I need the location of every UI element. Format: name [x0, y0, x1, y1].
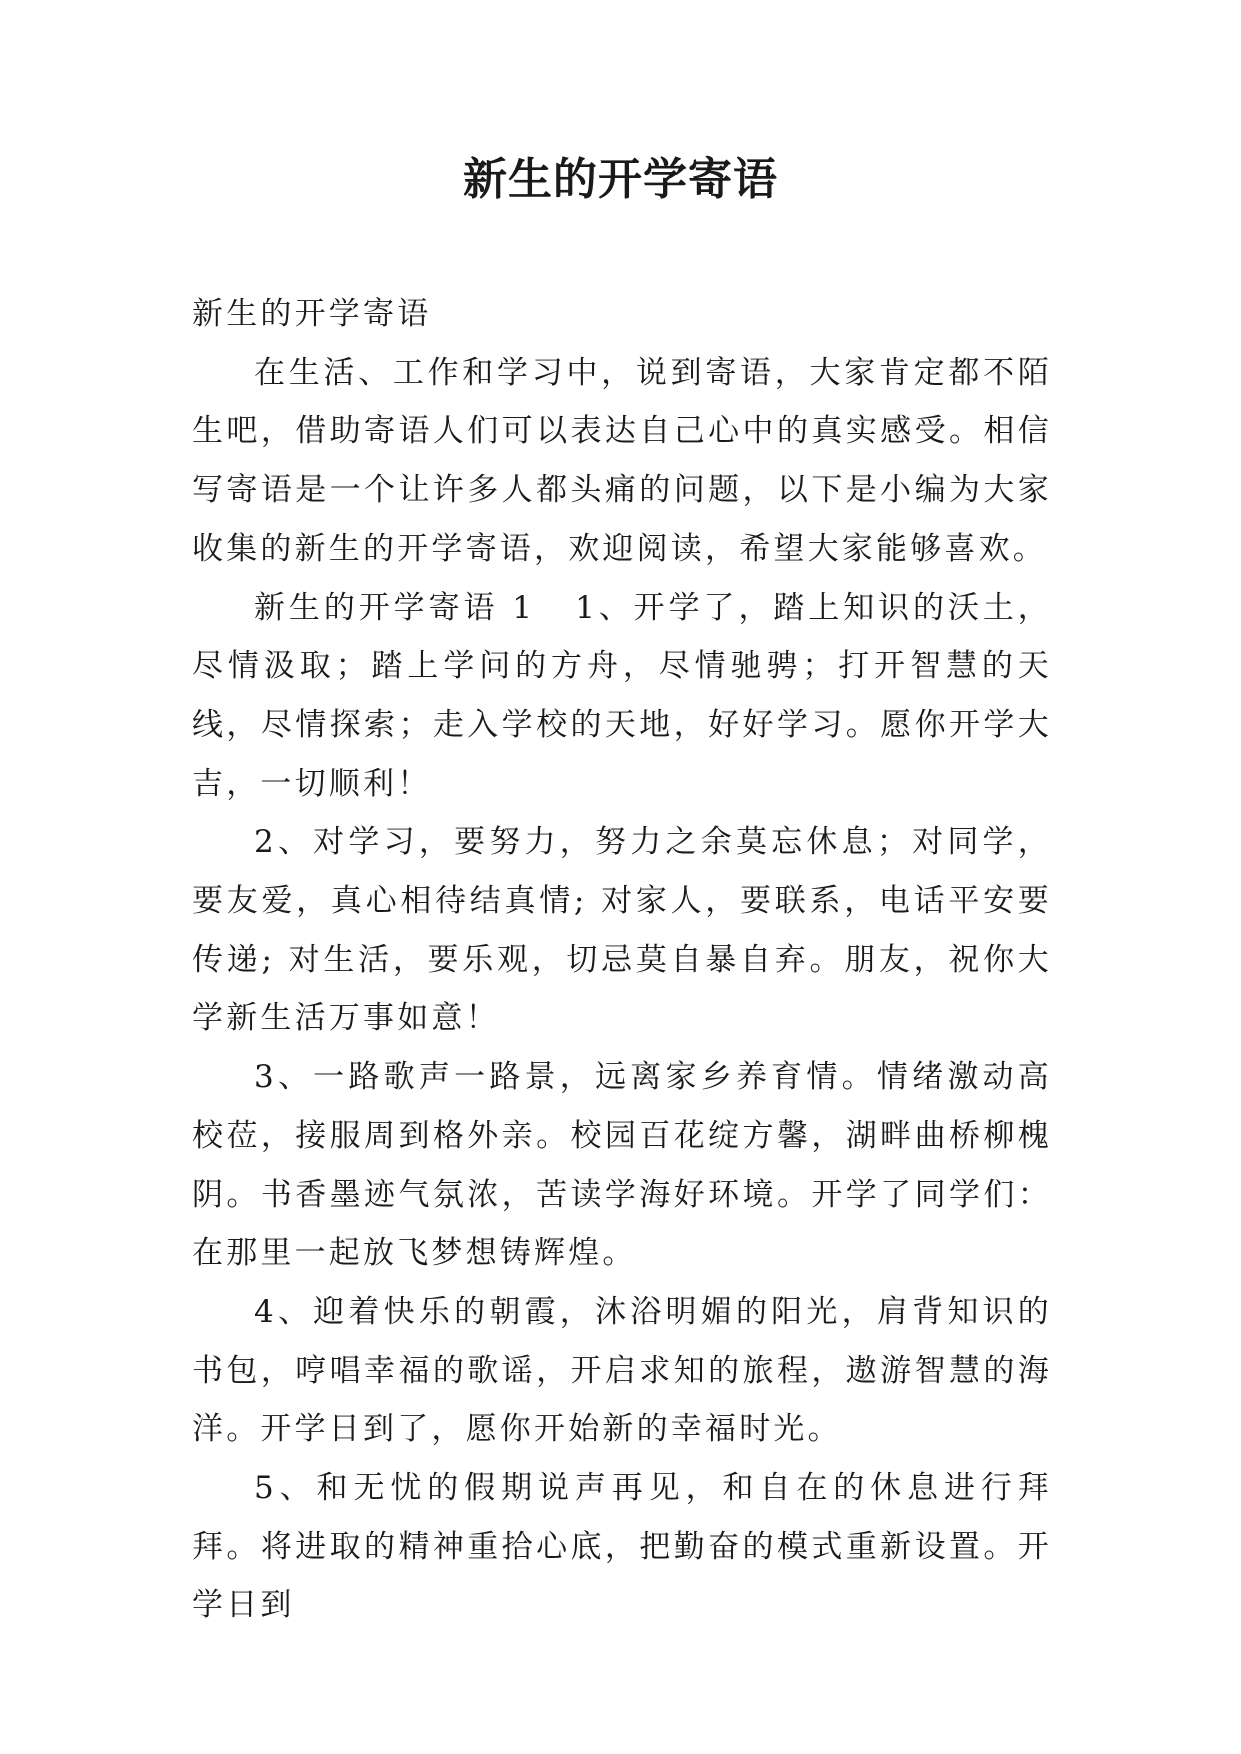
document-subtitle: 新生的开学寄语 [192, 296, 432, 332]
intro-paragraph: 在生活、工作和学习中，说到寄语，大家肯定都不陌生吧，借助寄语人们可以表达自己心中的真实感受。相信写寄语是一个让许多人都头痛的问题，以下是小编为大家收集的新生的开学寄语，欢迎阅读，希望大家能够喜欢。 [192, 354, 1052, 567]
item-paragraph-3: 3、一路歌声一路景，远离家乡养育情。情绪激动高校莅，接服周到格外亲。校园百花绽方馨，湖畔曲桥柳槐阴。书香墨迹气氛浓，苦读学海好环境。开学了同学们：在那里一起放飞梦想铸辉煌。 [192, 1059, 1052, 1272]
item-paragraph-5: 5、和无忧的假期说声再见，和自在的休息进行拜拜。将进取的精神重拾心底，把勤奋的模式重新设置。开学日到 [192, 1470, 1052, 1624]
item-paragraph-4: 4、迎着快乐的朝霞，沐浴明媚的阳光，肩背知识的书包，哼唱幸福的歌谣，开启求知的旅程，遨游智慧的海洋。开学日到了，愿你开始新的幸福时光。 [192, 1293, 1052, 1448]
document-title: 新生的开学寄语 [463, 154, 778, 205]
item-paragraph-2: 2、对学习，要努力，努力之余莫忘休息；对同学，要友爱，真心相待结真情; 对家人，要联系，电话平安要传递; 对生活，要乐观，切忌莫自暴自弃。朋友，祝你大学新生活万事如意！ [192, 824, 1052, 1037]
document-body [192, 285, 1052, 1635]
item-text-1: 1、开学了，踏上知识的沃土，尽情汲取；踏上学问的方舟，尽情驰骋；打开智慧的天线，尽情探索；走入学校的天地，好好学习。愿你开学大吉，一切顺利！ [192, 589, 1052, 802]
item-paragraph-1 [192, 579, 1052, 814]
section-heading: 新生的开学寄语 1 [254, 589, 536, 626]
